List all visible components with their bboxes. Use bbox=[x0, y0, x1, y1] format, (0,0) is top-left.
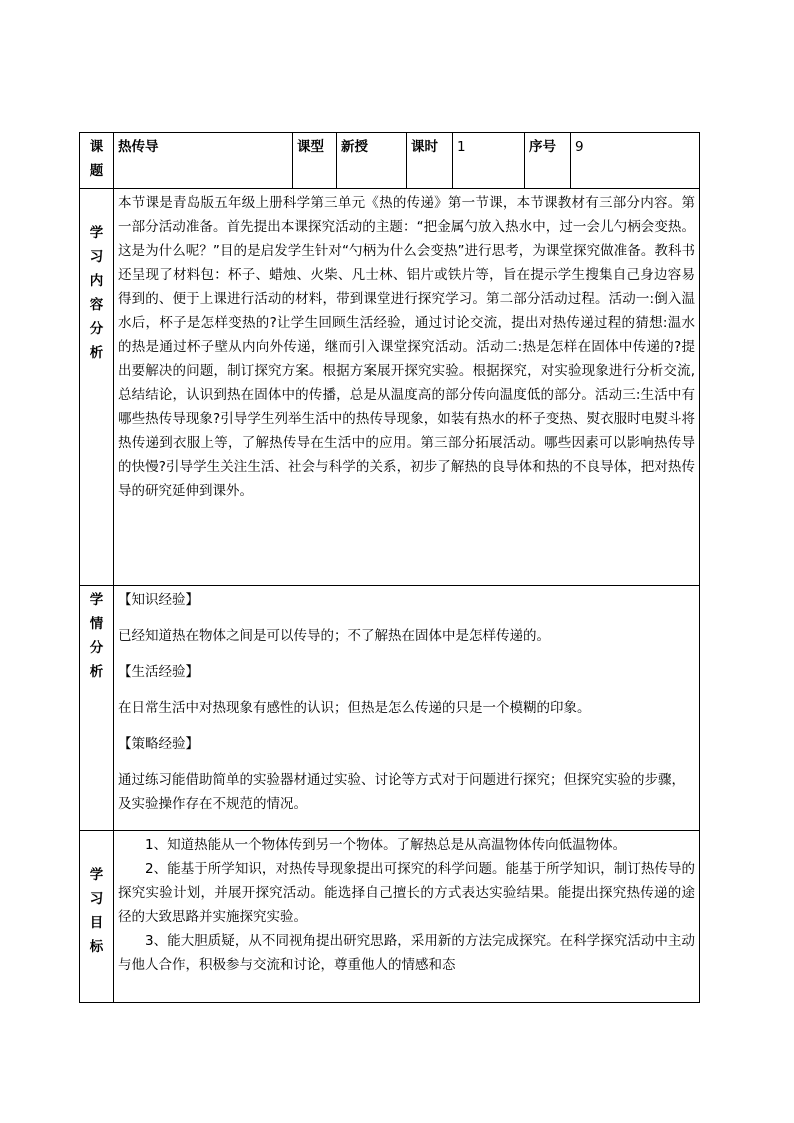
header-row bbox=[80, 133, 700, 189]
knowledge-heading: 【知识经验】 bbox=[118, 592, 199, 608]
content-analysis-row bbox=[80, 189, 700, 586]
hours-label: 课时 bbox=[407, 133, 453, 189]
objectives-label bbox=[80, 831, 114, 1003]
type-label: 课型 bbox=[293, 133, 337, 189]
learner-analysis-row bbox=[80, 586, 700, 831]
content-analysis-label-text: 学 习 内 容 分 析 bbox=[89, 225, 104, 361]
life-text: 在日常生活中对热现象有感性的认识；但热是怎么传递的只是一个模糊的印象。 bbox=[118, 700, 591, 716]
knowledge-text: 已经知道热在物体之间是可以传导的；不了解热在固体中是怎样传递的。 bbox=[118, 628, 550, 644]
content-analysis-cell bbox=[114, 189, 700, 586]
strategy-text: 通过练习能借助简单的实验器材通过实验、讨论等方式对于问题进行探究；但探究实验的步骤，及实验操作存在不规范的情况。 bbox=[118, 772, 685, 812]
objective-item-3: 3、能大胆质疑，从不同视角提出研究思路，采用新的方法完成探究。在科学探究活动中主动与他人合作，积极参与交流和讨论，尊重他人的情感和态 bbox=[118, 933, 695, 973]
lesson-plan-table bbox=[79, 132, 700, 1003]
objective-item-2: 2、能基于所学知识，对热传导现象提出可探究的科学问题。能基于所学知识，制订热传导的探究实验计划，并展开探究活动。能选择自己擅长的方式表达实验结果。能提出探究热传递的途径的大致思路并实施探究实验。 bbox=[118, 861, 695, 925]
objectives-row bbox=[80, 831, 700, 1003]
content-analysis-label bbox=[80, 189, 114, 586]
seq-label: 序号 bbox=[525, 133, 571, 189]
objectives-cell bbox=[114, 831, 700, 1003]
learner-analysis-cell bbox=[114, 586, 700, 831]
topic-label: 课 题 bbox=[89, 139, 104, 179]
life-heading: 【生活经验】 bbox=[118, 664, 199, 680]
hours-value: 1 bbox=[453, 133, 525, 189]
objective-item-1: 1、知道热能从一个物体传到另一个物体。了解热总是从高温物体传向低温物体。 bbox=[145, 837, 627, 853]
learner-analysis-label bbox=[80, 586, 114, 831]
topic-label-cell bbox=[80, 133, 114, 189]
type-value: 新授 bbox=[337, 133, 407, 189]
objectives-label-text: 学 习 目 标 bbox=[89, 867, 104, 955]
learner-analysis-label-text: 学 情 分 析 bbox=[89, 592, 104, 680]
seq-value: 9 bbox=[571, 133, 700, 189]
content-analysis-text: 本节课是青岛版五年级上册科学第三单元《热的传递》第一节课，本节课教材有三部分内容。第一部分活动准备。首先提出本课探究活动的主题：“把金属勺放入热水中，过一会儿勺柄会变热。这是为什么呢？”目的是启发学生针对“勺柄为什么会变热”进行思考，为课堂探究做准备。教科书还呈现了材料包：杯子、蜡烛、火柴、凡士林、铝片或铁片等，旨在提示学生搜集自己身边容易得到的、便于上课进行活动的材料，带到课堂进行探究学习。第二部分活动过程。活动一:倒入温水后，杯子是怎样变热的?让学生回顾生活经验，通过讨论交流，提出对热传递过程的猜想:温水的热是通过杯子壁从内向外传递，继而引入课堂探究活动。活动二:热是怎样在固体中传递的?提出要解决的问题，制订探究方案。根据方案展开探究实验。根据探究，对实验现象进行分析交流,总结结论，认识到热在固体中的传播，总是从温度高的部分传向温度低的部分。活动三:生活中有哪些热传导现象?引导学生列举生活中的热传导现象，如装有热水的杯子变热、熨衣服时电熨斗将热传递到衣服上等，了解热传导在生活中的应用。第三部分拓展活动。哪些因素可以影响热传导的快慢?引导学生关注生活、社会与科学的关系，初步了解热的良导体和热的不良导体，把对热传导的研究延伸到课外。 bbox=[118, 195, 695, 499]
strategy-heading: 【策略经验】 bbox=[118, 736, 199, 752]
topic-value: 热传导 bbox=[114, 133, 293, 189]
